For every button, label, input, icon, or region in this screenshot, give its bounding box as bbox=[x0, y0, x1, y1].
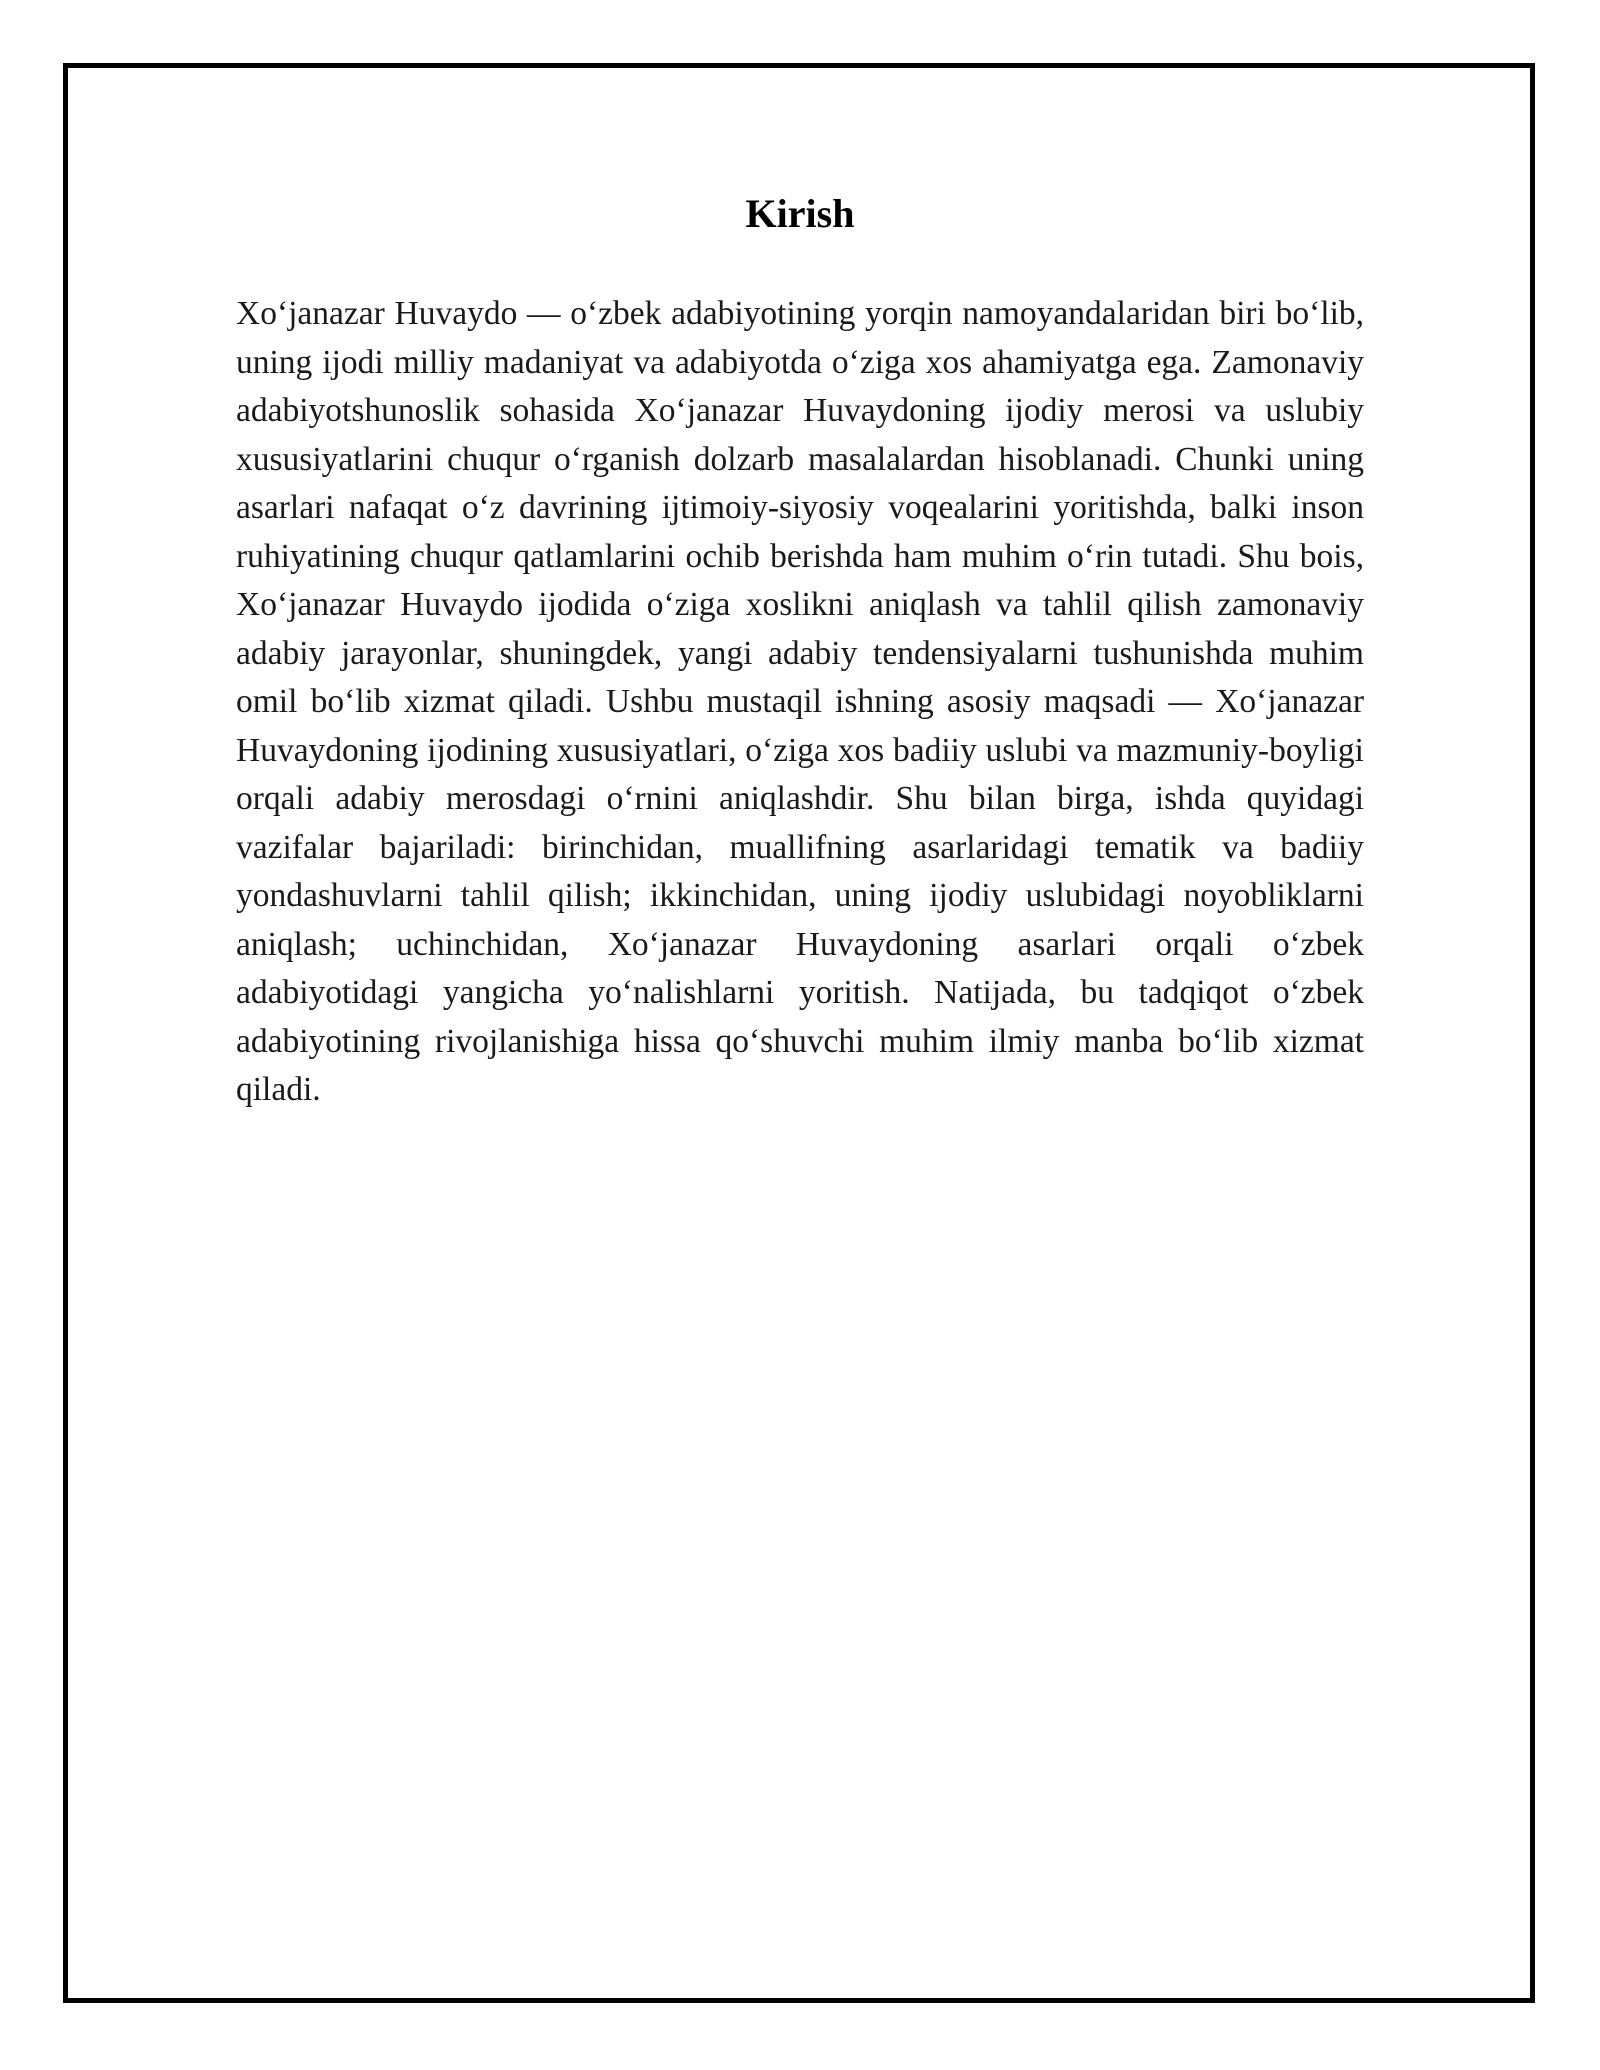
body-paragraph: Xo‘janazar Huvaydo — o‘zbek adabiyotining yorqin namoyandalaridan biri bo‘lib, uning ijodi milliy madaniyat va adabiyotda o‘ziga xos ahamiyatga ega. Zamonaviy adabiyotshunoslik sohasida Xo‘janazar Huvaydoning ijodiy merosi va uslubiy xususiyatlarini chuqur o‘rganish dolzarb masalalardan hisoblanadi. Chunki uning asarlari nafaqat o‘z davrining ijtimoiy-siyosiy voqealarini yoritishda, balki inson ruhiyatining chuqur qatlamlarini ochib berishda ham muhim o‘rin tutadi. Shu bois, Xo‘janazar Huvaydo ijodida o‘ziga xoslikni aniqlash va tahlil qilish zamonaviy adabiy jarayonlar, shuningdek, yangi adabiy tendensiyalarni tushunishda muhim omil bo‘lib xizmat qiladi. Ushbu mustaqil ishning asosiy maqsadi — Xo‘janazar Huvaydoning ijodining xususiyatlari, o‘ziga xos badiiy uslubi va mazmuniy-boyligi orqali adabiy merosdagi o‘rnini aniqlashdir. Shu bilan birga, ishda quyidagi vazifalar bajariladi: birinchidan, muallifning asarlaridagi tematik va badiiy yondashuvlarni tahlil qilish; ikkinchidan, uning ijodiy uslubidagi noyobliklarni aniqlash; uchinchidan, Xo‘janazar Huvaydoning asarlari orqali o‘zbek adabiyotidagi yangicha yo‘nalishlarni yoritish. Natijada, bu tadqiqot o‘zbek adabiyotining rivojlanishiga hissa qo‘shuvchi muhim ilmiy manba bo‘lib xizmat qiladi. bbox=[236, 295, 1364, 1108]
page-title: Kirish bbox=[745, 191, 855, 236]
